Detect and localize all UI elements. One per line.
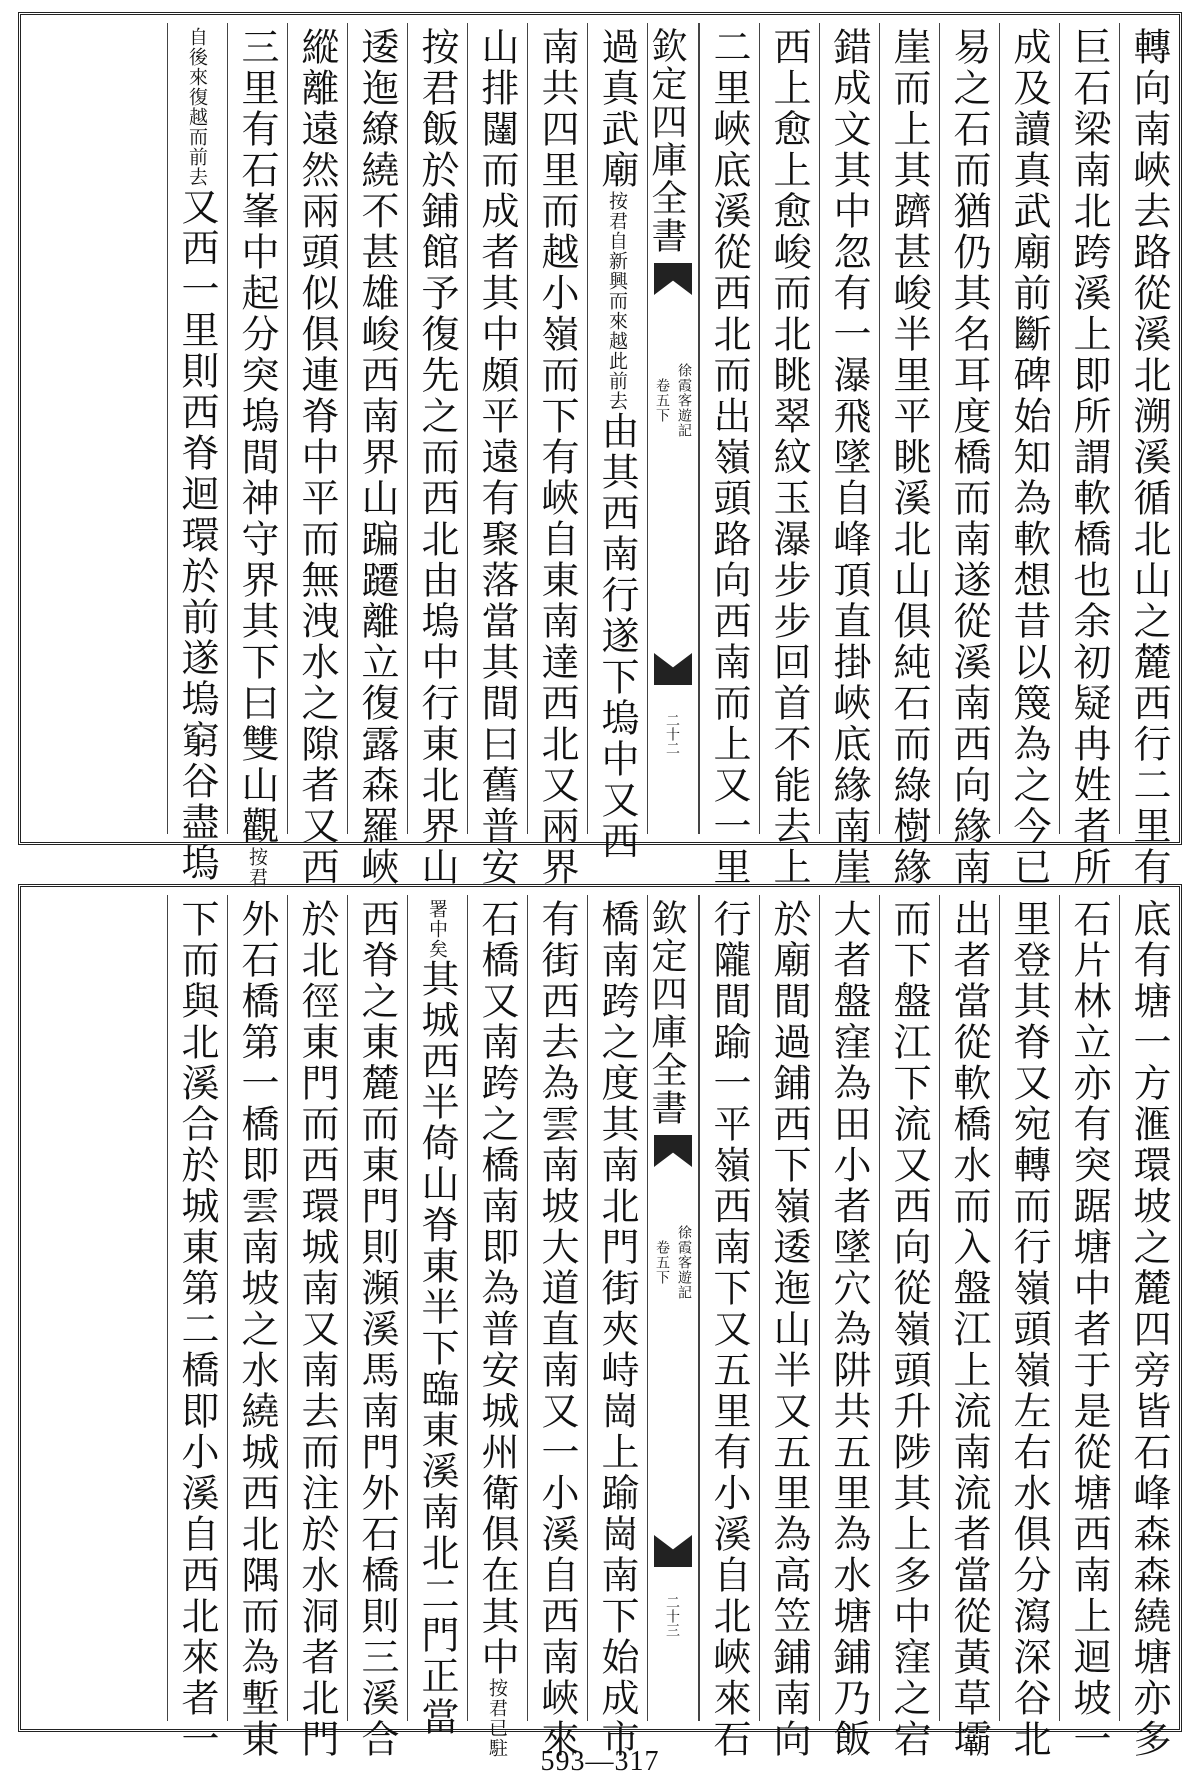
column-text: 西脊之東麓而東門則瀕溪馬南門外石橋則三溪合	[355, 899, 399, 1760]
column	[527, 23, 587, 888]
column	[819, 895, 879, 1760]
column	[467, 895, 527, 1758]
top-page	[18, 12, 1182, 888]
column	[347, 895, 407, 1760]
column-text: 橋南跨之度其南北門街夾峙崗上踰崗南下始成市	[595, 899, 639, 1760]
column-text	[588, 27, 646, 862]
page-header-column	[647, 23, 699, 834]
column	[879, 895, 939, 1760]
column-rest: 其城西半倚山脊東半下臨東溪南北二門正當	[415, 959, 459, 1738]
column	[527, 895, 587, 1760]
column	[939, 23, 999, 888]
column	[587, 895, 647, 1760]
column-main: 三里有石峯中起分突塢間神守界其下曰雙山觀	[235, 27, 279, 847]
column	[467, 23, 527, 888]
column-text: 而下盤江下流又西向從嶺頭升陟其上多中窪之宕	[887, 899, 931, 1760]
column-text	[228, 27, 286, 887]
annotation-note: 署中矣	[426, 899, 448, 959]
column-text: 易之石而猶仍其名耳度橋而南遂從溪南西向緣南	[947, 27, 991, 888]
fish-tail-mark-icon	[654, 263, 692, 295]
column-text: 行隴間踰一平嶺西南下又五里有小溪自北峽來石	[707, 899, 751, 1760]
column-text	[168, 27, 226, 884]
page-number: 二十二	[664, 713, 680, 755]
column	[939, 895, 999, 1760]
column	[699, 895, 759, 1760]
header-volume: 卷五下	[654, 378, 670, 423]
column-text: 石片林立亦有突踞塘中者于是從塘西南上迴坡一	[1067, 899, 1111, 1760]
column-text: 崖而上其躋甚峻半里平眺溪北山俱純石而綠樹緣	[887, 27, 931, 888]
column-text: 於北徑東門而西環城南又南去而注於水洞者北門	[295, 899, 339, 1760]
header-book-title: 徐霞客遊記	[676, 1225, 692, 1300]
column	[347, 23, 407, 888]
column	[227, 895, 287, 1760]
column-text	[468, 899, 526, 1758]
column	[879, 23, 939, 888]
column	[1059, 895, 1119, 1760]
column	[999, 895, 1059, 1760]
column	[227, 23, 287, 887]
column-text: 成及讀真武廟前斷碑始知為軟想昔以篾為之今已	[1007, 27, 1051, 888]
column-text: 轉向南峽去路從溪北溯溪循北山之麓西行二里有	[1127, 27, 1171, 888]
column	[759, 23, 819, 888]
column-text: 巨石梁南北跨溪上即所謂軟橋也余初疑冉姓者所	[1067, 27, 1111, 888]
annotation-note: 自後來復越而前去	[186, 27, 208, 187]
column-text: 南共四里而越小嶺而下有峽自東南達西北又兩界	[535, 27, 579, 888]
column-text: 按君飯於鋪館予復先之而西北由塢中行東北界山	[415, 27, 459, 888]
column-text: 外石橋第一橋即雲南坡之水繞城西北隅而為塹東	[235, 899, 279, 1760]
column	[759, 895, 819, 1760]
column-text: 出者當從軟橋水而入盤江上流南流者當從黃草壩	[947, 899, 991, 1760]
column-text: 里登其脊又宛轉而行嶺頭嶺左右水俱分瀉深谷北	[1007, 899, 1051, 1760]
column-text: 下而與北溪合於城東第二橋即小溪自西北來者一	[175, 899, 219, 1760]
column	[699, 23, 759, 888]
page-header-column	[647, 895, 699, 1721]
header-book-title: 徐霞客遊記	[676, 363, 692, 438]
column-text	[408, 899, 466, 1738]
column	[287, 23, 347, 888]
column-text: 縱離遠然兩頭似俱連脊中平而無洩水之隙者又西	[295, 27, 339, 888]
column-text: 錯成文其中忽有一瀑飛墜自峰頂直掛峽底緣南崖	[827, 27, 871, 888]
header-title: 欽定四庫全書	[646, 27, 687, 255]
annotation-note: 按君已駐	[486, 1678, 508, 1758]
annotation-note: 按君自新興而來越此前去	[606, 191, 628, 411]
column-rest: 由其西南行遂下塢中又西	[595, 411, 639, 862]
column-text: 二里峽底溪從西北而出嶺頭路向西南而上又一里	[707, 27, 751, 888]
header-title: 欽定四庫全書	[646, 899, 687, 1127]
column	[1119, 23, 1179, 888]
column-text: 於廟間過鋪西下嶺逶迤山半又五里為高笠鋪南向	[767, 899, 811, 1760]
fish-tail-mark-icon	[654, 1135, 692, 1167]
fish-tail-mark-icon	[654, 653, 692, 685]
column	[587, 23, 647, 862]
bottom-page	[18, 884, 1182, 1760]
page-footer-number: 593—317	[540, 1746, 660, 1777]
column-text: 底有塘一方滙環坡之麓四旁皆石峰森森繞塘亦多	[1127, 899, 1171, 1760]
column-text: 逶迤繚繞不甚雄峻西南界山蹁躚離立復露森羅峽	[355, 27, 399, 888]
page-number: 二十三	[664, 1595, 680, 1637]
column	[1119, 895, 1179, 1760]
column-text: 有街西去為雲南坡大道直南又一小溪自西南峽來	[535, 899, 579, 1760]
column	[999, 23, 1059, 888]
column	[407, 895, 467, 1738]
fish-tail-mark-icon	[654, 1535, 692, 1567]
column	[1059, 23, 1119, 888]
column	[167, 895, 227, 1760]
column-text: 山排闥而成者其中頗平遠有聚落當其間曰舊普安	[475, 27, 519, 888]
column	[287, 895, 347, 1760]
column	[407, 23, 467, 888]
column-text: 西上愈上愈峻而北眺翠紋玉瀑步步回首不能去上	[767, 27, 811, 888]
column-rest: 又西一里則西脊迴環於前遂塢窮谷盡塢	[175, 187, 219, 884]
column	[167, 23, 227, 884]
annotation-note: 按君	[246, 847, 268, 887]
column-text: 大者盤窪為田小者墜穴為阱共五里為水塘鋪乃飯	[827, 899, 871, 1760]
column-main: 石橋又南跨之橋南即為普安城州衛俱在其中	[475, 899, 519, 1678]
column	[819, 23, 879, 888]
header-volume: 卷五下	[654, 1240, 670, 1285]
column-main: 過真武廟	[595, 27, 639, 191]
